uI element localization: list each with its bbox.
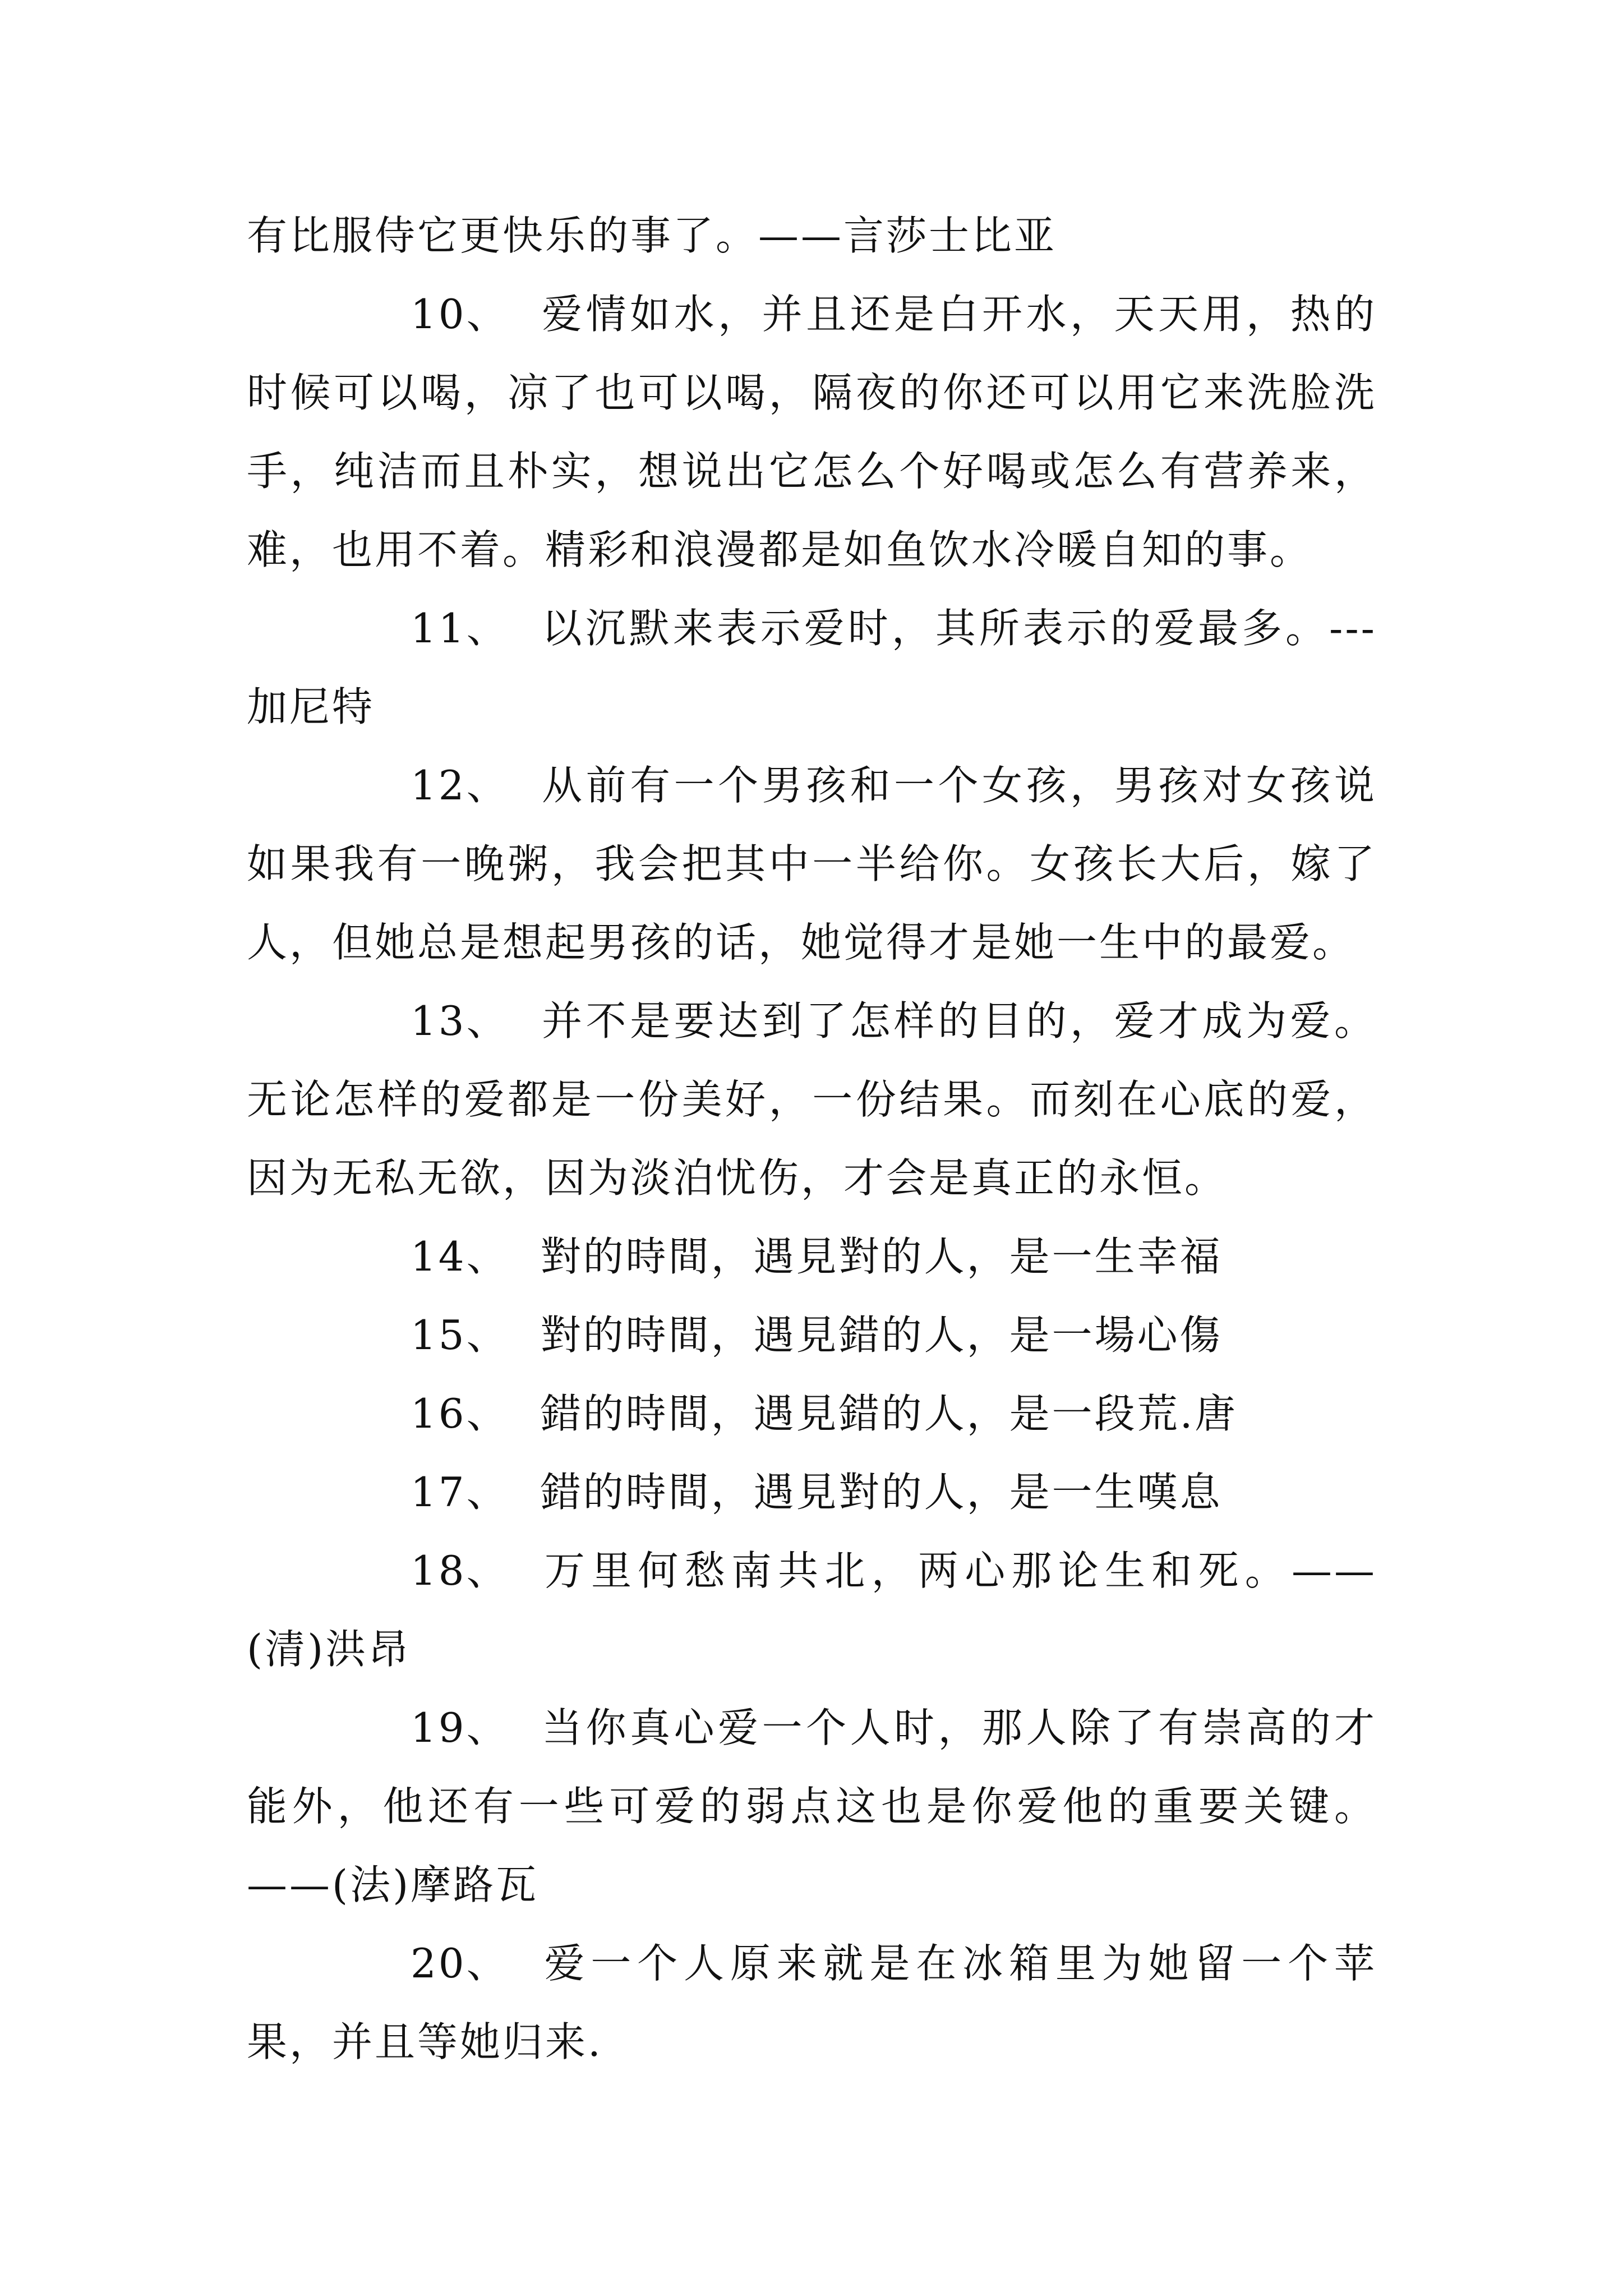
list-item [247,1374,1377,1453]
item-number: 17、 [411,1469,509,1516]
item-text: 当你真心爱一个人时，那人除了有崇高的才能外，他还有一些可爱的弱点这也是你爱他的重要关键。——(法)摩路瓦 [247,1704,1377,1908]
item-text: 以沉默来表示爱时，其所表示的爱最多。---加尼特 [247,605,1377,730]
item-text: 爱一个人原来就是在冰箱里为她留一个苹果，并且等她归来. [247,1940,1377,2065]
item-number: 18、 [411,1547,509,1594]
item-text: 對的時間，遇見對的人，是一生幸福 [540,1233,1223,1280]
list-item [247,1688,1377,1924]
item-number: 10、 [411,291,509,338]
item-number: 19、 [411,1704,509,1751]
document-body [247,196,1377,2081]
item-text: 从前有一个男孩和一个女孩，男孩对女孩说如果我有一晚粥，我会把其中一半给你。女孩长大后，嫁了人，但她总是想起男孩的话，她觉得才是她一生中的最爱。 [247,762,1377,966]
list-item [247,275,1377,589]
item-number: 16、 [411,1390,509,1437]
item-text: 錯的時間，遇見錯的人，是一段荒.唐 [540,1390,1238,1437]
list-item [247,1296,1377,1374]
list-item [247,1924,1377,2081]
item-number: 20、 [411,1940,509,1987]
item-text: 万里何愁南共北，两心那论生和死。——(清)洪昂 [247,1547,1377,1673]
list-item [247,982,1377,1217]
item-number: 11、 [411,605,509,652]
list-item [247,1217,1377,1296]
item-number: 15、 [411,1312,509,1359]
continuation-paragraph: 有比服侍它更快乐的事了。——言莎士比亚 [247,212,1057,259]
item-text: 錯的時間，遇見對的人，是一生嘆息 [540,1469,1223,1516]
item-text: 對的時間，遇見錯的人，是一場心傷 [540,1312,1223,1359]
list-item [247,1453,1377,1531]
item-text: 并不是要达到了怎样的目的，爱才成为爱。无论怎样的爱都是一份美好，一份结果。而刻在心底的爱，因为无私无欲，因为淡泊忧伤，才会是真正的永恒。 [247,997,1377,1202]
list-item [247,746,1377,982]
item-number: 14、 [411,1233,509,1280]
list-item [247,1531,1377,1688]
item-text: 爱情如水，并且还是白开水，天天用，热的时候可以喝，凉了也可以喝，隔夜的你还可以用它来洗脸洗手，纯洁而且朴实，想说出它怎么个好喝或怎么有营养来，难，也用不着。精彩和浪漫都是如鱼饮水冷暖自知的事。 [247,291,1377,573]
item-number: 12、 [411,762,509,809]
item-number: 13、 [411,997,509,1045]
list-item [247,589,1377,746]
